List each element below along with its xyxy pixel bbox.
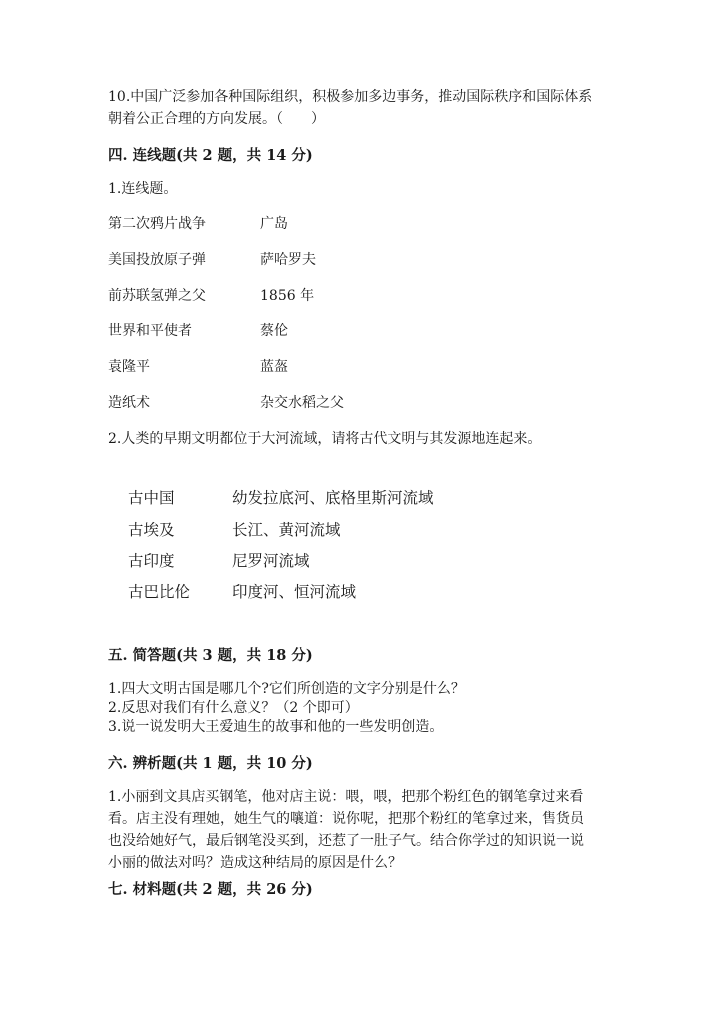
- section-6-title: 六. 辨析题(共 1 题，共 10 分): [108, 755, 313, 772]
- match1-left-item: 世界和平使者: [108, 323, 192, 339]
- matching-q2-label: 2.人类的早期文明都位于大河流域，请将古代文明与其发源地连起来。: [108, 431, 542, 447]
- analysis-line: 看。店主没有理她，她生气的嚷道：说你呢，把那个粉红的笔拿过来，售货员: [108, 811, 584, 827]
- short-answer-item: 3.说一说发明大王爱迪生的故事和他的一些发明创造。: [108, 719, 444, 735]
- analysis-line: 也没给她好气，最后钢笔没买到，还惹了一肚子气。结合你学过的知识说一说: [108, 833, 584, 849]
- match2-left-item: 古中国: [128, 489, 175, 507]
- section-7-title: 七. 材料题(共 2 题，共 26 分): [108, 881, 313, 898]
- short-answer-item: 1.四大文明古国是哪几个?它们所创造的文字分别是什么？: [108, 681, 465, 697]
- section-4-title: 四. 连线题(共 2 题，共 14 分): [108, 147, 313, 164]
- match2-right-item: 长江、黄河流域: [232, 521, 341, 539]
- question-10-line-1: 10.中国广泛参加各种国际组织，积极参加多边事务，推动国际秩序和国际体系: [108, 89, 593, 105]
- section-5-title: 五. 简答题(共 3 题，共 18 分): [108, 647, 313, 664]
- match1-left-item: 前苏联氢弹之父: [108, 288, 206, 304]
- match1-right-item: 广岛: [260, 216, 288, 232]
- match2-right-item: 尼罗河流域: [232, 552, 310, 570]
- match2-left-item: 古巴比伦: [128, 583, 191, 601]
- short-answer-item: 2.反思对我们有什么意义？（2 个即可）: [108, 700, 359, 716]
- match1-right-item: 蓝盔: [260, 359, 288, 375]
- match1-right-item: 杂交水稻之父: [260, 395, 344, 411]
- match1-left-item: 造纸术: [108, 395, 150, 411]
- matching-q1-label: 1.连线题。: [108, 181, 178, 197]
- match2-left-item: 古埃及: [128, 521, 175, 539]
- match1-right-item: 蔡伦: [260, 323, 288, 339]
- match1-left-item: 袁隆平: [108, 359, 150, 375]
- analysis-line: 1.小丽到文具店买钢笔，他对店主说：喂，喂，把那个粉红色的钢笔拿过来看: [108, 789, 584, 805]
- question-10: [108, 86, 628, 130]
- analysis-line: 小丽的做法对吗？造成这种结局的原因是什么？: [108, 855, 402, 871]
- question-10-line-2: 朝着公正合理的方向发展。（ ）: [108, 111, 325, 127]
- analysis-question: [108, 786, 628, 874]
- match2-right-item: 印度河、恒河流域: [232, 583, 357, 601]
- match1-right-item: 萨哈罗夫: [260, 252, 316, 268]
- match2-right-item: 幼发拉底河、底格里斯河流域: [232, 489, 434, 507]
- match1-left-item: 第二次鸦片战争: [108, 216, 206, 232]
- match1-left-item: 美国投放原子弹: [108, 252, 206, 268]
- match2-left-item: 古印度: [128, 552, 175, 570]
- match1-right-item: 1856 年: [260, 288, 315, 304]
